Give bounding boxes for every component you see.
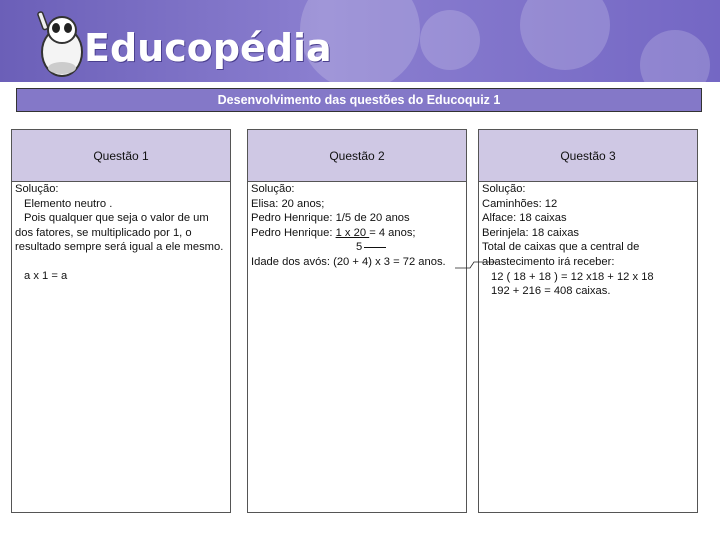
header-banner: [0, 0, 720, 82]
solution-line: Alface: 18 caixas: [482, 212, 567, 225]
solution-line: 192 + 216 = 408 caixas.: [491, 285, 611, 298]
banner-decoration: [640, 30, 710, 82]
banner-decoration: [420, 10, 480, 70]
solution-line: [251, 226, 463, 241]
solution-line-suffix: = 4 anos;: [369, 226, 416, 239]
solution-line: Caminhões: 12: [482, 197, 558, 210]
solution-line-prefix: Pedro Henrique:: [251, 226, 336, 239]
solution-line: Berinjela: 18 caixas: [482, 226, 580, 239]
question-2-body: [247, 182, 467, 513]
question-3-header: Questão 3: [478, 129, 698, 182]
question-3-body: [478, 182, 698, 513]
fraction-denominator: 5: [356, 241, 363, 254]
solution-line: Total de caixas que a central de abastecimento irá receber:: [482, 241, 640, 268]
solution-line: Elemento neutro .: [24, 197, 113, 210]
solution-line: Pois qualquer que seja o valor de um dos fatores, se multiplicado por 1, o resultado sempre será igual a ele mesmo.: [15, 212, 224, 254]
banner-decoration: [520, 0, 610, 70]
question-2-header: Questão 2: [247, 129, 467, 182]
solution-label: Solução:: [251, 183, 295, 195]
fraction-rule: [364, 247, 386, 248]
fraction-numerator: 1 x 20: [335, 226, 370, 239]
question-1-body: [11, 182, 231, 513]
mascot-icon: [34, 8, 90, 80]
question-1-column: [11, 129, 231, 513]
page-title: Desenvolvimento das questões do Educoquiz 1: [16, 88, 702, 112]
solution-line: 12 ( 18 + 18 ) = 12 x18 + 12 x 18: [491, 270, 654, 283]
solution-line: Elisa: 20 anos;: [251, 197, 325, 210]
solution-label: Solução:: [15, 183, 59, 195]
solution-line: Idade dos avós: (20 + 4) x 3 = 72 anos.: [251, 255, 446, 268]
logo-text: Educopédia: [84, 26, 332, 70]
spacer: [15, 255, 227, 269]
fraction-denominator-line: [251, 240, 463, 255]
question-1-header: Questão 1: [11, 129, 231, 182]
question-2-column: [247, 129, 467, 513]
question-3-column: [478, 129, 698, 513]
solution-line: Pedro Henrique: 1/5 de 20 anos: [251, 212, 410, 225]
solution-line: a x 1 = a: [24, 269, 68, 282]
solution-label: Solução:: [482, 183, 526, 195]
